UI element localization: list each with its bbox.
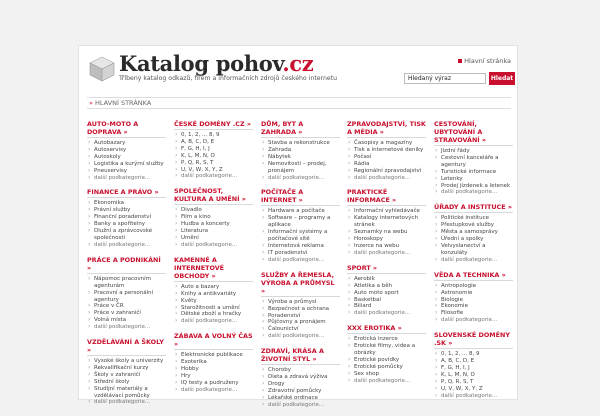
subcategory-link[interactable]: › Antropologie <box>434 283 513 290</box>
more-subcategories-link[interactable]: › další podkategorie... <box>261 257 340 264</box>
subcategory-link[interactable]: › Úřední a spolky <box>434 236 513 243</box>
category-block <box>434 271 513 324</box>
subcategory-link[interactable]: › Inzerce na webu <box>347 243 426 250</box>
subcategory-link[interactable]: › Ekonomika <box>87 200 166 207</box>
subcategory-list <box>434 351 513 399</box>
subcategory-link[interactable]: › Film a kino <box>174 214 253 221</box>
more-subcategories-link[interactable]: › další podkategorie... <box>174 318 253 325</box>
subcategory-list <box>261 367 340 408</box>
subcategory-link[interactable]: › Hardware a počítače <box>261 208 340 215</box>
category-title-link[interactable]: ÚŘADY A INSTITUCE » <box>434 203 512 212</box>
subcategory-link[interactable]: › Finanční poradenství <box>87 214 166 221</box>
category-column <box>261 120 340 416</box>
subcategory-link[interactable]: › Basketbal <box>347 297 426 304</box>
subcategory-list <box>174 284 253 325</box>
subcategory-link[interactable]: › Choroby <box>261 367 340 374</box>
subcategory-link[interactable]: › Čalounictví <box>261 326 340 333</box>
subcategory-link[interactable]: › Poradenství <box>261 313 340 320</box>
subcategory-link[interactable]: › Zdravotní pomůcky <box>261 388 340 395</box>
subcategory-link[interactable]: › Autoskoly <box>87 154 166 161</box>
subcategory-link[interactable]: › Ekonomie <box>434 303 513 310</box>
more-subcategories-link[interactable]: › další podkategorie... <box>347 175 426 182</box>
subcategory-link[interactable]: › Erotické filmy, videa a obrázky <box>347 343 426 357</box>
subcategory-link[interactable]: › Velvyslanectví a konzuláty <box>434 243 513 257</box>
subcategory-link[interactable]: › Knihy a antikvariáty <box>174 291 253 298</box>
subcategory-link[interactable]: › Stavba a rekonstrukce <box>261 140 340 147</box>
subcategory-link[interactable]: › Dětské zboží a hračky <box>174 311 253 318</box>
category-column <box>347 120 426 392</box>
subcategory-link[interactable]: › Drogy <box>261 381 340 388</box>
subcategory-link[interactable]: › P, Q, R, S, T <box>174 160 253 167</box>
category-block <box>347 120 426 181</box>
subcategory-link[interactable]: › IT poradenství <box>261 250 340 257</box>
subcategory-link[interactable]: › Divadlo <box>174 207 253 214</box>
subcategory-link[interactable]: › Nábytek <box>261 154 340 161</box>
category-title-link[interactable]: ZDRAVÍ, KRÁSA A ŽIVOTNÍ STYL » <box>261 347 340 365</box>
subcategory-link[interactable]: › Aerobik <box>347 276 426 283</box>
subcategory-link[interactable]: › Informační vyhledávače <box>347 208 426 215</box>
subcategory-link[interactable]: › A, B, C, D, E <box>174 139 253 146</box>
more-subcategories-link[interactable]: › další podkategorie... <box>261 402 340 409</box>
category-title-link[interactable]: ZÁBAVA A VOLNÝ ČAS » <box>174 332 253 349</box>
category-block <box>261 271 340 340</box>
subcategory-link[interactable]: › Prodej jízdenek a letenek <box>434 183 513 190</box>
category-block <box>347 324 426 384</box>
subcategory-link[interactable]: › Software – programy a aplikace <box>261 215 340 229</box>
bullet-icon <box>458 59 462 63</box>
category-block <box>87 338 166 406</box>
subcategory-list <box>87 140 166 181</box>
subcategory-link[interactable]: › Horoskopy <box>347 236 426 243</box>
category-title-link[interactable]: CESTOVÁNÍ, UBYTOVÁNÍ A STRAVOVÁNÍ » <box>434 120 513 146</box>
subcategory-link[interactable]: › A, B, C, D, E <box>434 358 513 365</box>
category-title-link[interactable]: DŮM, BYT A ZAHRADA » <box>261 120 340 138</box>
subcategory-link[interactable]: › Seznamky na webu <box>347 229 426 236</box>
site-title-tld: .cz <box>282 51 314 76</box>
more-subcategories-link[interactable]: › další podkategorie... <box>261 175 340 182</box>
category-title-link[interactable]: VĚDA A TECHNIKA » <box>434 271 513 281</box>
subcategory-list <box>87 358 166 406</box>
subcategory-link[interactable]: › IQ testy a pudruženy <box>174 380 253 387</box>
subcategory-link[interactable]: › Hudba a koncerty <box>174 221 253 228</box>
breadcrumb-arrow-icon: » <box>89 99 93 107</box>
subcategory-list <box>347 336 426 384</box>
subcategory-link[interactable]: › Časopisy a magazíny <box>347 140 426 147</box>
category-column <box>434 120 513 406</box>
subcategory-link[interactable]: › Hobby <box>174 366 253 373</box>
category-block <box>347 188 426 256</box>
category-block <box>174 332 253 393</box>
subcategory-link[interactable]: › Banky a spořitelny <box>87 221 166 228</box>
category-title-link[interactable]: XXX EROTIKA » <box>347 324 426 334</box>
subcategory-list <box>174 352 253 393</box>
subcategory-link[interactable]: › U, V, W, X, Y, Z <box>174 167 253 174</box>
category-block <box>87 188 166 248</box>
category-block <box>261 188 340 263</box>
subcategory-link[interactable]: › Dlužní a zprávcovské společnosti <box>87 228 166 242</box>
subcategory-link[interactable]: › Volná místa <box>87 317 166 324</box>
category-block <box>434 331 513 399</box>
home-link[interactable] <box>458 57 511 65</box>
subcategory-link[interactable]: › Regionální zpravodajství <box>347 168 426 175</box>
subcategory-link[interactable]: › Nemovitosti – prodej, pronájem <box>261 161 340 175</box>
subcategory-link[interactable]: › Tisk a internetové deníky <box>347 147 426 154</box>
subcategory-link[interactable]: › Lékařské ordinace <box>261 395 340 402</box>
category-columns <box>87 120 513 408</box>
subcategory-link[interactable]: › Informační systémy a počítačové sítě <box>261 229 340 243</box>
category-title-link[interactable]: POČÍTAČE A INTERNET » <box>261 188 340 206</box>
more-subcategories-link[interactable]: › další podkategorie... <box>174 173 253 180</box>
category-block <box>434 203 513 263</box>
subcategory-link[interactable]: › Logistika a kurýrní služby <box>87 161 166 168</box>
subcategory-link[interactable]: › Autobazary <box>87 140 166 147</box>
subcategory-link[interactable]: › Filosofie <box>434 310 513 317</box>
subcategory-list <box>434 215 513 263</box>
page-container <box>78 45 518 408</box>
subcategory-list <box>261 299 340 340</box>
subcategory-list <box>174 207 253 248</box>
subcategory-link[interactable]: › F, G, H, I, J <box>434 365 513 372</box>
subcategory-link[interactable]: › Pracovní a personální agentury <box>87 290 166 304</box>
more-subcategories-link[interactable]: › další podkategorie... <box>434 393 513 400</box>
subcategory-link[interactable]: › Školy v zahraničí <box>87 372 166 379</box>
category-block <box>261 347 340 408</box>
subcategory-link[interactable]: › Katalogy internetových stránek <box>347 215 426 229</box>
site-title[interactable] <box>119 51 313 76</box>
subcategory-link[interactable]: › Práce v zahraničí <box>87 310 166 317</box>
subcategory-link[interactable]: › Výroba a průmysl <box>261 299 340 306</box>
breadcrumb <box>87 97 511 109</box>
subcategory-list <box>434 148 513 196</box>
cube-logo-icon[interactable] <box>89 56 115 82</box>
home-link-label: Hlavní stránka <box>464 57 511 65</box>
subcategory-link[interactable]: › Zahrada <box>261 147 340 154</box>
more-subcategories-link[interactable]: › další podkategorie... <box>434 317 513 324</box>
subcategory-link[interactable]: › P, Q, R, S, T <box>434 379 513 386</box>
category-title-link[interactable]: SPORT » <box>347 264 426 274</box>
category-title-link[interactable]: PRÁCE A PODNIKÁNÍ » <box>87 256 166 274</box>
subcategory-link[interactable]: › Cestovní kanceláře a agentury <box>434 155 513 169</box>
search-button[interactable]: Hledat <box>489 72 515 85</box>
category-title-link[interactable]: ZPRAVODAJSTVÍ, TISK A MÉDIA » <box>347 120 426 136</box>
category-block <box>87 120 166 181</box>
subcategory-link[interactable]: › Biologie <box>434 297 513 304</box>
category-block <box>174 120 253 180</box>
subcategory-link[interactable]: › Erotické pomůcky <box>347 364 426 371</box>
subcategory-link[interactable]: › Střední školy <box>87 379 166 386</box>
category-title-link[interactable]: FINANCE A PRÁVO » <box>87 188 166 198</box>
subcategory-list <box>347 208 426 256</box>
subcategory-link[interactable]: › Pneuservisy <box>87 168 166 175</box>
header <box>79 46 519 94</box>
subcategory-link[interactable]: › Turistické informace <box>434 169 513 176</box>
subcategory-link[interactable]: › Auto a bazary <box>174 284 253 291</box>
subcategory-link[interactable]: › Umění <box>174 235 253 242</box>
subcategory-link[interactable]: › Jízdní řády <box>434 148 513 155</box>
more-subcategories-link[interactable]: › další podkategorie... <box>261 333 340 340</box>
subcategory-link[interactable]: › K, L, M, N, O <box>174 153 253 160</box>
subcategory-link[interactable]: › Exoterika <box>174 359 253 366</box>
more-subcategories-link[interactable]: › další podkategorie... <box>87 242 166 249</box>
subcategory-link[interactable]: › Biliard <box>347 303 426 310</box>
site-title-main: Katalog pohov <box>119 51 283 76</box>
subcategory-link[interactable]: › Města a samosprávy <box>434 229 513 236</box>
more-subcategories-link[interactable]: › další podkategorie... <box>347 250 426 257</box>
category-block <box>174 187 253 248</box>
subcategory-link[interactable]: › Rádia <box>347 161 426 168</box>
category-title-link[interactable]: KAMENNÉ A INTERNETOVÉ OBCHODY » <box>174 256 253 282</box>
breadcrumb-home[interactable]: HLAVNÍ STRÁNKA <box>94 99 152 107</box>
subcategory-link[interactable]: › Internetová reklama <box>261 243 340 250</box>
subcategory-link[interactable]: › Nápomoc pracovním agenturám <box>87 276 166 290</box>
subcategory-link[interactable]: › Auto moto sport <box>347 290 426 297</box>
category-block <box>87 256 166 331</box>
subcategory-link[interactable]: › Sex shop <box>347 371 426 378</box>
subcategory-link[interactable]: › Květy <box>174 298 253 305</box>
subcategory-list <box>87 200 166 248</box>
category-block <box>434 120 513 196</box>
more-subcategories-link[interactable]: › další podkategorie... <box>87 175 166 182</box>
category-block <box>174 256 253 325</box>
subcategory-link[interactable]: › Právní služby <box>87 207 166 214</box>
category-title-link[interactable]: SLUŽBY A ŘEMESLA, VÝROBA A PRŮMYSL » <box>261 271 340 297</box>
subcategory-link[interactable]: › Počasí <box>347 154 426 161</box>
subcategory-list <box>174 132 253 180</box>
subcategory-link[interactable]: › K, L, M, N, O <box>434 372 513 379</box>
subcategory-link[interactable]: › Rekvalifikační kurzy <box>87 365 166 372</box>
subcategory-link[interactable]: › Erotické povídky <box>347 357 426 364</box>
subcategory-link[interactable]: › Starožitnosti a umění <box>174 305 253 312</box>
more-subcategories-link[interactable]: › další podkategorie... <box>434 189 513 196</box>
more-subcategories-link[interactable]: › další podkategorie... <box>174 387 253 394</box>
subcategory-link[interactable]: › Studijní materiály a vzdělávací pomůcky <box>87 386 166 400</box>
subcategory-link[interactable]: › Erotická inzerce <box>347 336 426 343</box>
more-subcategories-link[interactable]: › další podkategorie... <box>174 242 253 249</box>
subcategory-link[interactable]: › Práce v ČR <box>87 303 166 310</box>
subcategory-link[interactable]: › Letenky <box>434 176 513 183</box>
site-tagline: Tříbený katalog odkazů, firem a informačních zdrojů českého internetu <box>119 75 338 82</box>
subcategory-link[interactable]: › Bezpečnost a ochrana <box>261 306 340 313</box>
subcategory-link[interactable]: › 0, 1, 2, ... 8, 9 <box>174 132 253 139</box>
subcategory-link[interactable]: › 0, 1, 2, ... 8, 9 <box>434 351 513 358</box>
category-title-link[interactable]: SPOLEČNOST, KULTURA A UMĚNÍ » <box>174 187 253 205</box>
more-subcategories-link[interactable]: › další podkategorie... <box>347 310 426 317</box>
more-subcategories-link[interactable]: › další podkategorie... <box>347 378 426 385</box>
subcategory-list <box>347 140 426 181</box>
subcategory-link[interactable]: › Literatura <box>174 228 253 235</box>
subcategory-link[interactable]: › Politické instituce <box>434 215 513 222</box>
subcategory-list <box>434 283 513 324</box>
subcategory-link[interactable]: › Přestupkové služby <box>434 222 513 229</box>
subcategory-list <box>87 276 166 331</box>
subcategory-link[interactable]: › Astronomie <box>434 290 513 297</box>
subcategory-list <box>261 140 340 181</box>
subcategory-link[interactable]: › Atletika a běh <box>347 283 426 290</box>
subcategory-link[interactable]: › U, V, W, X, Y, Z <box>434 386 513 393</box>
subcategory-link[interactable]: › Autoservisy <box>87 147 166 154</box>
category-column <box>174 120 253 401</box>
subcategory-link[interactable]: › Elektronické publikace <box>174 352 253 359</box>
category-title-link[interactable]: VZDĚLÁVÁNÍ A ŠKOLY » <box>87 338 166 356</box>
more-subcategories-link[interactable]: › další podkategorie... <box>87 324 166 331</box>
subcategory-link[interactable]: › Hry <box>174 373 253 380</box>
search-input[interactable] <box>404 73 486 84</box>
subcategory-link[interactable]: › Dieta a zdravá výživa <box>261 374 340 381</box>
more-subcategories-link[interactable]: › další podkategorie... <box>434 257 513 264</box>
subcategory-link[interactable]: › F, G, H, I, J <box>174 146 253 153</box>
category-block <box>261 120 340 181</box>
subcategory-list <box>261 208 340 263</box>
category-title-link[interactable]: ČESKÉ DOMÉNY .CZ » <box>174 120 253 130</box>
subcategory-link[interactable]: › Vysoké školy a univerzity <box>87 358 166 365</box>
category-block <box>347 264 426 317</box>
more-subcategories-link[interactable]: › další podkategorie... <box>87 399 166 406</box>
subcategory-list <box>347 276 426 317</box>
subcategory-link[interactable]: › Půjčovny a pronájem <box>261 319 340 326</box>
category-column <box>87 120 166 413</box>
category-title-link[interactable]: AUTO-MOTO A DOPRAVA » <box>87 120 166 138</box>
category-title-link[interactable]: PRAKTICKÉ INFORMACE » <box>347 188 426 206</box>
category-title-link[interactable]: SLOVENSKÉ DOMÉNY .SK » <box>434 331 513 349</box>
